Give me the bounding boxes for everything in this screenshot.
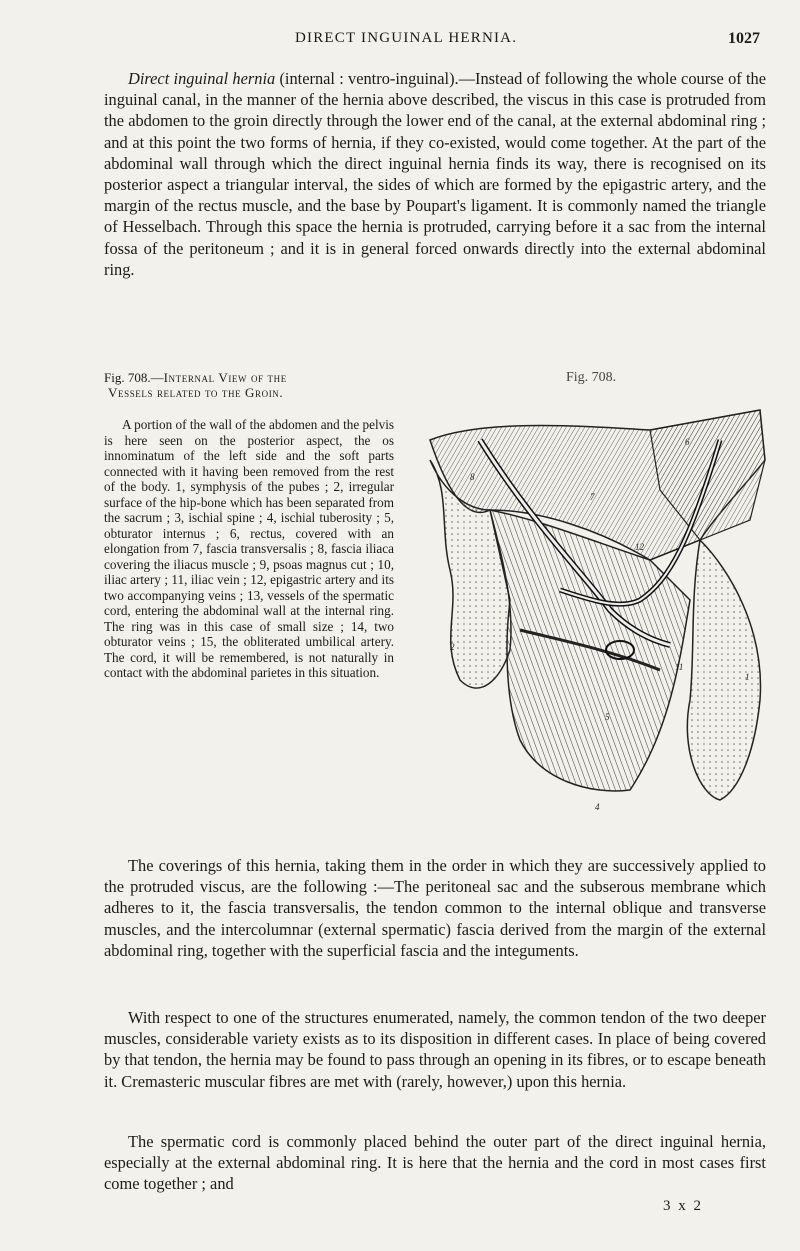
intro-text: (internal : ventro-inguinal).—Instead of following the whole course of the inguinal canal, in the manner of the hernia above described, the viscus in this case is protruded from the abdomen to the groin directly through the lower end of the canal, at the external abdominal ring ; and at this point the two forms of hernia, if they co-existed, would come together. At the part of the abdominal wall through which the direct inguinal hernia finds its way, there is recognised on its posterior aspect a triangular interval, the sides of which are formed by the epigastric artery, and the margin of the rectus muscle, and the base by Poupart's ligament. It is commonly named the triangle of Hesselbach. Through this space the hernia is protruded, carrying before it a sac from the internal fossa of the peritoneum ; and it is in general forced onwards directly into the external abdominal ring. [104,69,766,279]
intro-lead-term: Direct inguinal hernia [128,69,276,88]
intro-paragraph [104,68,766,280]
anatomical-illustration [420,400,770,820]
respect-paragraph: With respect to one of the structures enumerated, namely, the common tendon of the two deeper muscles, considerable variety exists as to its disposition in different cases. In place of being covered by that tendon, the hernia may be found to pass through an opening in its fibres, or to escape beneath it. Cremasteric muscular fibres are met with (rarely, however,) upon this hernia. [104,1008,766,1091]
svg-text:5: 5 [605,712,610,722]
svg-text:1: 1 [745,672,750,682]
signature-mark: 3 x 2 [663,1198,703,1214]
svg-text:8: 8 [470,472,475,482]
figure-caption-line1: Internal View of the [163,370,287,385]
svg-text:2: 2 [450,642,455,652]
svg-text:4: 4 [595,802,600,812]
cord-paragraph: The spermatic cord is commonly placed behind the outer part of the direct inguinal hernia, especially at the external abdominal ring. It is here that the hernia and the cord in most cases first come together ; and [104,1132,766,1194]
svg-text:6: 6 [685,437,690,447]
svg-text:11: 11 [675,662,684,672]
running-title: DIRECT INGUINAL HERNIA. [295,30,518,46]
figure-caption-number: Fig. 708.— [104,370,164,385]
figure-caption-line2: Vessels related to the Groin. [108,385,284,400]
figure-description: A portion of the wall of the abdomen and the pelvis is here seen on the posterior aspect, the os innominatum of the left side and the soft parts connected with it having been removed from the rest of the body. 1, symphysis of the pubes ; 2, irregular surface of the hip-bone which has been separated from the sacrum ; 3, ischial spine ; 4, ischial tuberosity ; 5, obturator internus ; 6, rectus, covered with an elongation from 7, fascia transversalis ; 8, fascia iliaca covering the iliacus muscle ; 9, psoas magnus cut ; 10, iliac artery ; 11, iliac vein ; 12, epigastric artery and its two accompanying veins ; 13, vessels of the spermatic cord, entering the abdominal wall at the internal ring. The ring was in this case of small size ; 14, two obturator veins ; 15, the obliterated umbilical artery. The cord, it will be remembered, is not naturally in contact with the abdominal parietes in this situation. [104,417,394,680]
figure-caption [104,370,394,400]
running-head [0,30,800,50]
coverings-paragraph: The coverings of this hernia, taking them in the order in which they are successively applied to the protruded viscus, are the following :—The peritoneal sac and the subserous membrane which adheres to it, the fascia transversalis, the tendon common to the internal oblique and transverse muscles, and the intercolumnar (external spermatic) fascia derived from the margin of the external abdominal ring, together with the superficial fascia and the integuments. [104,856,766,960]
figure-label: Fig. 708. [566,370,617,385]
svg-text:7: 7 [590,492,595,502]
svg-text:12: 12 [635,542,644,552]
page-number: 1027 [728,30,760,47]
